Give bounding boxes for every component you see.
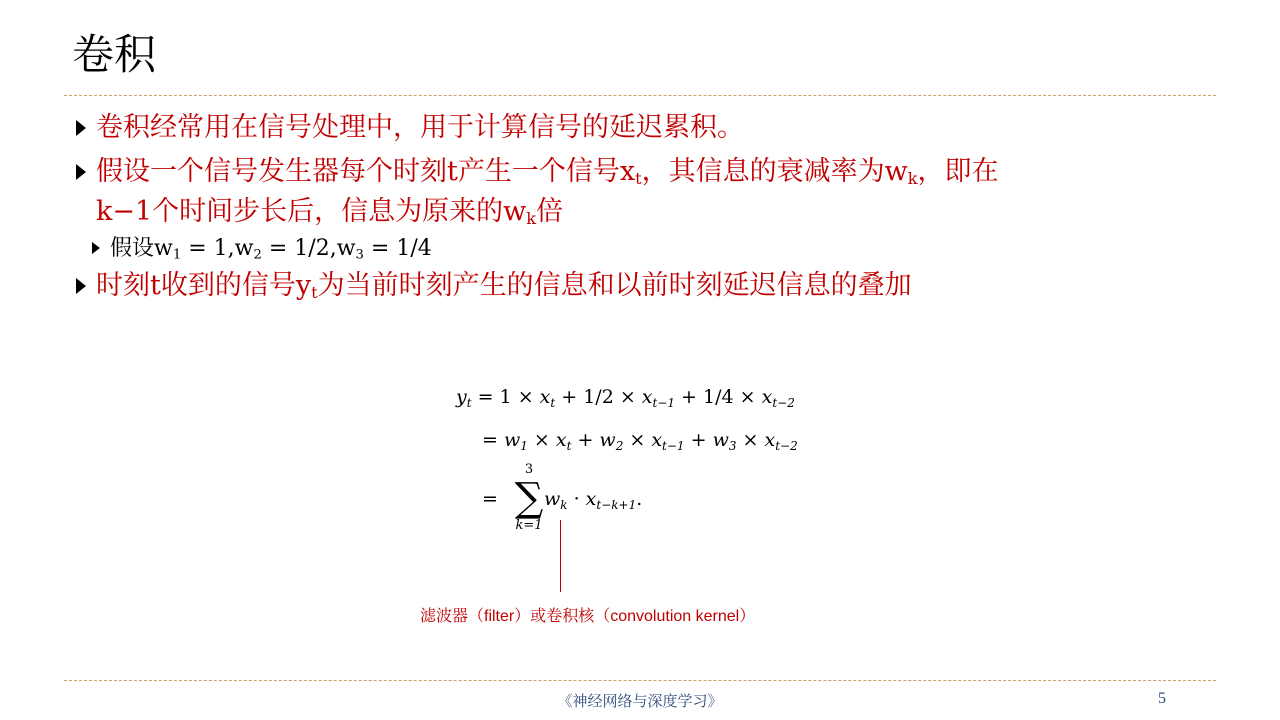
sum-upper-limit: 3 — [524, 462, 534, 477]
formula-line-2: = $w_1 \times x_t + w_2 \times x_{t-1} + w_3 \times x_{t-2}$ — [482, 429, 798, 453]
bullet-2 — [72, 152, 1192, 232]
footer-book-title: 《神经网络与深度学习》 — [557, 692, 723, 710]
bullet-arrow-icon — [76, 164, 86, 180]
formula-line-3-prefix: = — [482, 488, 498, 510]
sub-bullet — [72, 232, 1192, 266]
top-divider — [64, 95, 1216, 96]
bullet-list — [72, 108, 1192, 306]
formula-line-1: $y_t = 1 \times x_t + 1/2 \times x_{t-1} + 1/4 \times x_{t-2}$ — [456, 386, 795, 410]
bullet-3-text: 时刻t收到的信号$y_t$为当前时刻产生的信息和以前时刻延迟信息的叠加 — [96, 270, 912, 303]
bottom-divider — [64, 680, 1216, 681]
sub-bullet-arrow-icon — [92, 242, 100, 254]
bullet-3 — [72, 266, 1192, 306]
annotation-pointer-line — [560, 520, 561, 592]
bullet-1 — [72, 108, 1192, 148]
slide-title: 卷积 — [72, 30, 157, 79]
sub-bullet-text: 假设$w_1 = 1,w_2 = 1/2,w_3 = 1/4$ — [110, 236, 432, 263]
filter-annotation: 滤波器（filter）或卷积核（convolution kernel） — [420, 608, 756, 625]
bullet-arrow-icon — [76, 278, 86, 294]
page-number: 5 — [1158, 690, 1166, 707]
bullet-1-text: 卷积经常用在信号处理中，用于计算信号的延迟累积。 — [96, 112, 744, 143]
bullet-arrow-icon — [76, 120, 86, 136]
formula-line-3-body: $w_k \cdot x_{t-k+1}$. — [544, 488, 643, 512]
bullet-2-text: 假设一个信号发生器每个时刻t产生一个信号$x_t$，其信息的衰减率为$w_k$，即在 k−1个时间步长后，信息为原来的$w_k$倍 — [96, 156, 999, 229]
sigma-icon: ∑ — [514, 475, 544, 521]
sum-lower-limit: k=1 — [515, 518, 543, 533]
